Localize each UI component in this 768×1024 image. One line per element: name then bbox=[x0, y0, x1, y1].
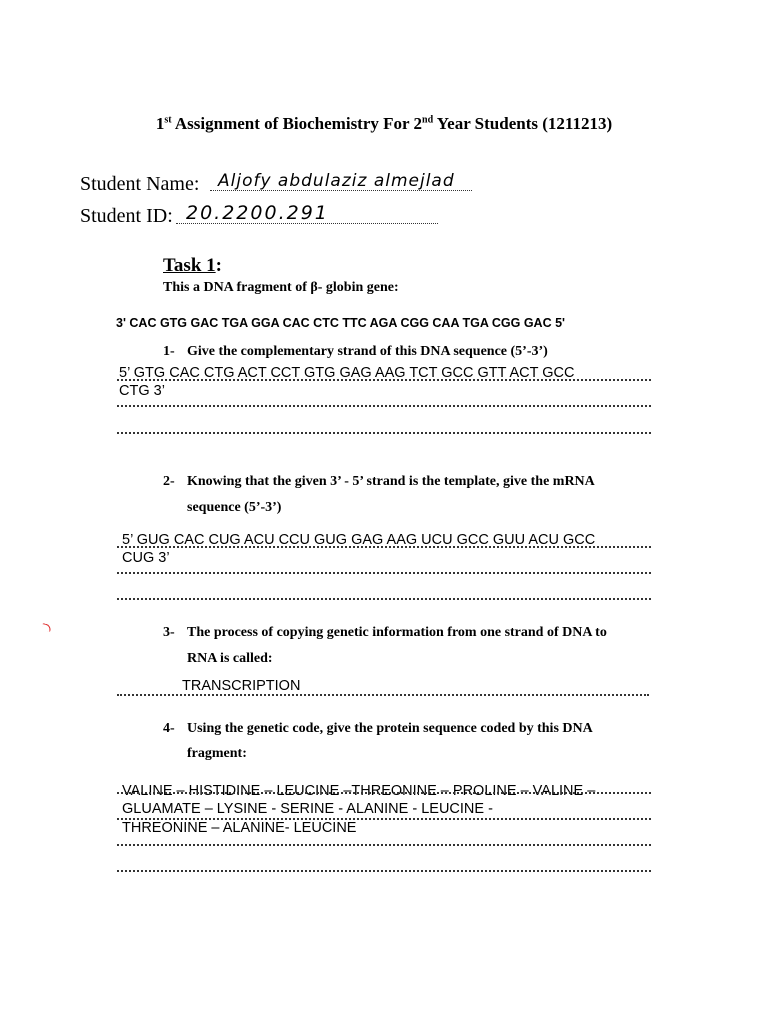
task-intro: This a DNA fragment of β- globin gene: bbox=[163, 280, 399, 295]
answer-line bbox=[117, 844, 651, 846]
answer-3-text: TRANSCRIPTION bbox=[182, 678, 301, 694]
question-1: 1- Give the complementary strand of this DNA sequence (5’-3’) bbox=[163, 344, 548, 359]
question-3: 3- The process of copying genetic information from one strand of DNA to bbox=[163, 625, 607, 640]
question-2-line-2: sequence (5’-3’) bbox=[187, 500, 282, 515]
question-4: 4- Using the genetic code, give the protein sequence coded by this DNA bbox=[163, 721, 593, 736]
task-title: Task 1: bbox=[163, 255, 222, 276]
answer-line bbox=[117, 432, 651, 434]
answer-line bbox=[117, 694, 649, 696]
question-number: 1- bbox=[163, 344, 175, 359]
question-3-line-2: RNA is called: bbox=[187, 651, 273, 666]
answer-line bbox=[117, 572, 651, 574]
answer-line bbox=[117, 405, 651, 407]
answer-2-text-line-2: CUG 3’ bbox=[122, 550, 170, 566]
question-number: 2- bbox=[163, 474, 175, 489]
answer-2-text-line-1: 5’ GUG CAC CUG ACU CCU GUG GAG AAG UCU GCC GUU ACU GCC bbox=[122, 532, 596, 548]
answer-line bbox=[117, 598, 651, 600]
question-4-line-2: fragment: bbox=[187, 746, 247, 761]
dna-sequence: 3' CAC GTG GAC TGA GGA CAC CTC TTC AGA CGG CAA TGA CGG GAC 5' bbox=[116, 316, 565, 330]
student-name-value: Aljofy abdulaziz almejlad bbox=[218, 171, 455, 191]
answer-line bbox=[117, 870, 651, 872]
question-2: 2- Knowing that the given 3’ - 5’ strand is the template, give the mRNA bbox=[163, 474, 595, 489]
answer-4-text-line-3: THREONINE – ALANINE- LEUCINE bbox=[122, 820, 357, 836]
answer-line bbox=[117, 792, 651, 794]
answer-4-text-line-2: GLUAMATE – LYSINE - SERINE - ALANINE - LEUCINE - bbox=[122, 801, 493, 817]
page-title: 1st Assignment of Biochemistry For 2nd Year Students (1211213) bbox=[155, 114, 613, 133]
answer-1-text-line-2: CTG 3’ bbox=[119, 383, 165, 399]
student-id-label: Student ID: bbox=[80, 205, 173, 227]
question-number: 3- bbox=[163, 625, 175, 640]
pen-mark-icon bbox=[41, 623, 51, 632]
student-name-label: Student Name: bbox=[80, 173, 200, 195]
answer-1-text-line-1: 5’ GTG CAC CTG ACT CCT GTG GAG AAG TCT GCC GTT ACT GCC bbox=[119, 365, 575, 381]
student-id-value: 20.2200.291 bbox=[186, 202, 329, 224]
question-number: 4- bbox=[163, 721, 175, 736]
answer-4-text-line-1: VALINE – HISTIDINE – LEUCINE –THREONINE – PROLINE – VALINE – bbox=[122, 783, 596, 799]
